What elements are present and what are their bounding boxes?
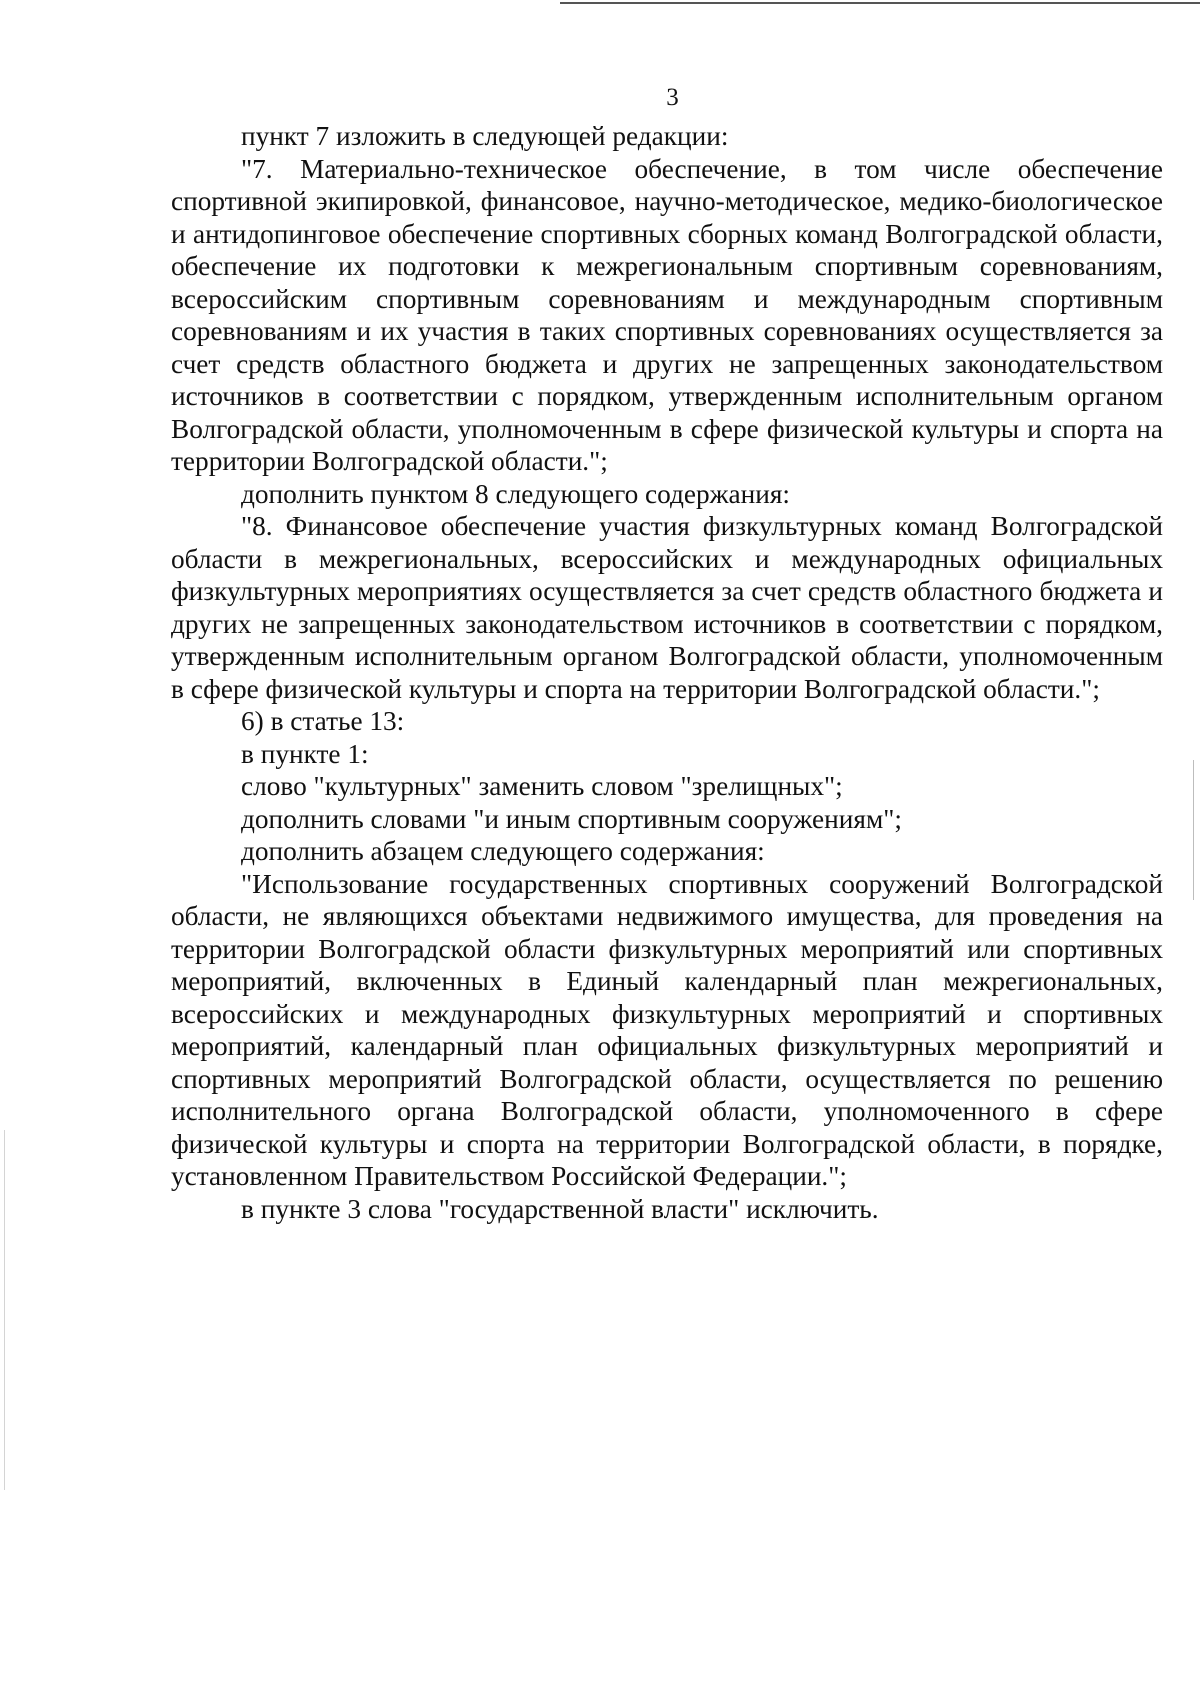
scan-edge-top: [560, 2, 1200, 4]
paragraph-article-13-item-3: в пункте 3 слова "государственной власти" исключить.: [241, 1193, 879, 1224]
paragraph-replace-word: слово "культурных" заменить словом "зрелищных";: [241, 771, 843, 801]
paragraph-item-8-text: "8. Финансовое обеспечение участия физкультурных команд Волгоградской области в межрегиональных, всероссийских и международных официальных физкультурных мероприятиях осуществляется за счет средств областного бюджета и других не запрещенных законодательством источников в соответствии с порядком, утвержденным исполнительным органом Волгоградской области, уполномоченным в сфере физической культуры и спорта на территории Волгоградской области.";: [171, 511, 1163, 704]
paragraph-add-words: дополнить словами "и иным спортивным сооружениям";: [241, 803, 902, 834]
paragraph-item-7-text: "7. Материально-техническое обеспечение, в том числе обеспечение спортивной экипировкой, финансовое, научно-методическое, медико-биологическое и антидопинговое обеспечение спортивных сборных команд Волгоградской области, обеспечение их подготовки к межрегиональным спортивным соревнованиям, всероссийским спортивным соревнованиям и международным спортивным соревнованиям и их участия в таких спортивных соревнованиях осуществляется за счет средств областного бюджета и других не запрещенных законодательством источников в соответствии с порядком, утвержденным исполнительным органом Волгоградской области, уполномоченным в сфере физической культуры и спорта на территории Волгоградской области.";: [171, 153, 1163, 476]
paragraph-amend-item-7: пункт 7 изложить в следующей редакции:: [241, 121, 729, 151]
paragraph-article-13: 6) в статье 13:: [241, 706, 405, 736]
paragraph-add-item-8: дополнить пунктом 8 следующего содержания:: [241, 478, 791, 509]
document-body: [171, 120, 1163, 1225]
paragraph-add-section: дополнить абзацем следующего содержания:: [241, 836, 765, 866]
paragraph-section-text: "Использование государственных спортивных сооружений Волгоградской области, не являющихся объектами недвижимого имущества, для проведения на территории Волгоградской области физкультурных мероприятий или спортивных мероприятий, включенных в Единый календарный план межрегиональных, всероссийских и международных физкультурных мероприятий и спортивных мероприятий, календарный план официальных физкультурных мероприятий и спортивных мероприятий Волгоградской области, осуществляется по решению исполнительного органа Волгоградской области, уполномоченного в сфере физической культуры и спорта на территории Волгоградской области, в порядке, установленном Правительством Российской Федерации.";: [171, 868, 1163, 1191]
scan-edge-left: [4, 1130, 5, 1490]
paragraph-article-13-item-1: в пункте 1:: [241, 738, 369, 769]
scan-edge-right: [1193, 760, 1194, 900]
page-number: 3: [666, 84, 679, 111]
